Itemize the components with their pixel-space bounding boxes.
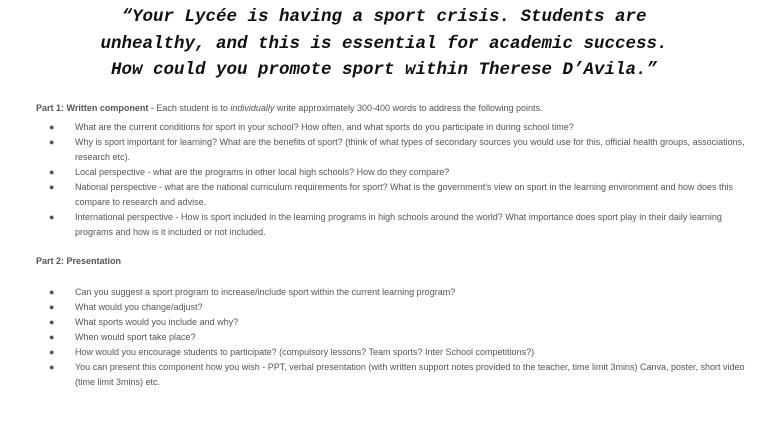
list-item-text: National perspective - what are the national curriculum requirements for sport? What is the government's view on sport in the learning environment and how does this compare to research and advise. — [75, 182, 734, 207]
bullet-icon: ● — [49, 182, 55, 192]
list-item-text: What are the current conditions for sport in your school? How often, and what sports do you participate in during school time? — [75, 122, 574, 132]
bullet-icon: ● — [49, 347, 55, 357]
list-item-text: You can present this component how you wish - PPT, verbal presentation (with written support notes provided to the teacher, time limit 3mins) Canva, poster, short video (time limit 3mins) etc. — [75, 362, 745, 387]
bullet-icon: ● — [49, 302, 55, 312]
document-body — [36, 101, 746, 390]
bullet-icon: ● — [49, 122, 55, 132]
list-item — [36, 285, 746, 300]
list-item — [36, 360, 746, 390]
list-item — [36, 165, 746, 180]
list-item-text: How would you encourage students to participate? (compulsory lessons? Team sports? Inter School competitions?) — [75, 347, 535, 357]
list-item — [36, 330, 746, 345]
list-item — [36, 180, 746, 210]
list-item-text: What sports would you include and why? — [75, 317, 239, 327]
bullet-icon: ● — [49, 332, 55, 342]
part2-label: Part 2: Presentation — [36, 256, 122, 266]
part1-intro — [36, 101, 746, 116]
list-item — [36, 210, 746, 240]
part2-list — [36, 285, 746, 390]
part2-heading — [36, 254, 746, 269]
part1-intro-emphasis: individually — [230, 103, 275, 113]
document-title — [0, 4, 768, 84]
part1-list — [36, 120, 746, 240]
list-item — [36, 345, 746, 360]
bullet-icon: ● — [49, 287, 55, 297]
list-item-text: Why is sport important for learning? What are the benefits of sport? (think of what types of secondary sources you would use for this, official health groups, associations, research etc). — [75, 137, 745, 162]
list-item — [36, 135, 746, 165]
part1-intro-suffix: write approximately 300-400 words to address the following points. — [274, 103, 543, 113]
list-item — [36, 300, 746, 315]
list-item-text: What would you change/adjust? — [75, 302, 203, 312]
part1-label: Part 1: Written component — [36, 103, 149, 113]
title-line-1: “Your Lycée is having a sport crisis. Students are — [121, 7, 647, 27]
bullet-icon: ● — [49, 212, 55, 222]
title-line-2: unhealthy, and this is essential for academic success. — [100, 33, 668, 54]
list-item-text: Local perspective - what are the programs in other local high schools? How do they compare? — [75, 167, 450, 177]
list-item — [36, 120, 746, 135]
bullet-icon: ● — [49, 362, 55, 372]
bullet-icon: ● — [49, 167, 55, 177]
bullet-icon: ● — [49, 137, 55, 147]
bullet-icon: ● — [49, 317, 55, 327]
list-item-text: International perspective - How is sport included in the learning programs in high schools around the world? What importance does sport play in their daily learning programs and how is it included or not included. — [75, 212, 722, 237]
list-item-text: Can you suggest a sport program to increase/include sport within the current learning program? — [75, 287, 456, 297]
title-line-3: How could you promote sport within Therese D’Avila.” — [110, 60, 658, 80]
list-item — [36, 315, 746, 330]
part1-intro-prefix: - Each student is to — [148, 103, 231, 113]
list-item-text: When would sport take place? — [75, 332, 196, 342]
